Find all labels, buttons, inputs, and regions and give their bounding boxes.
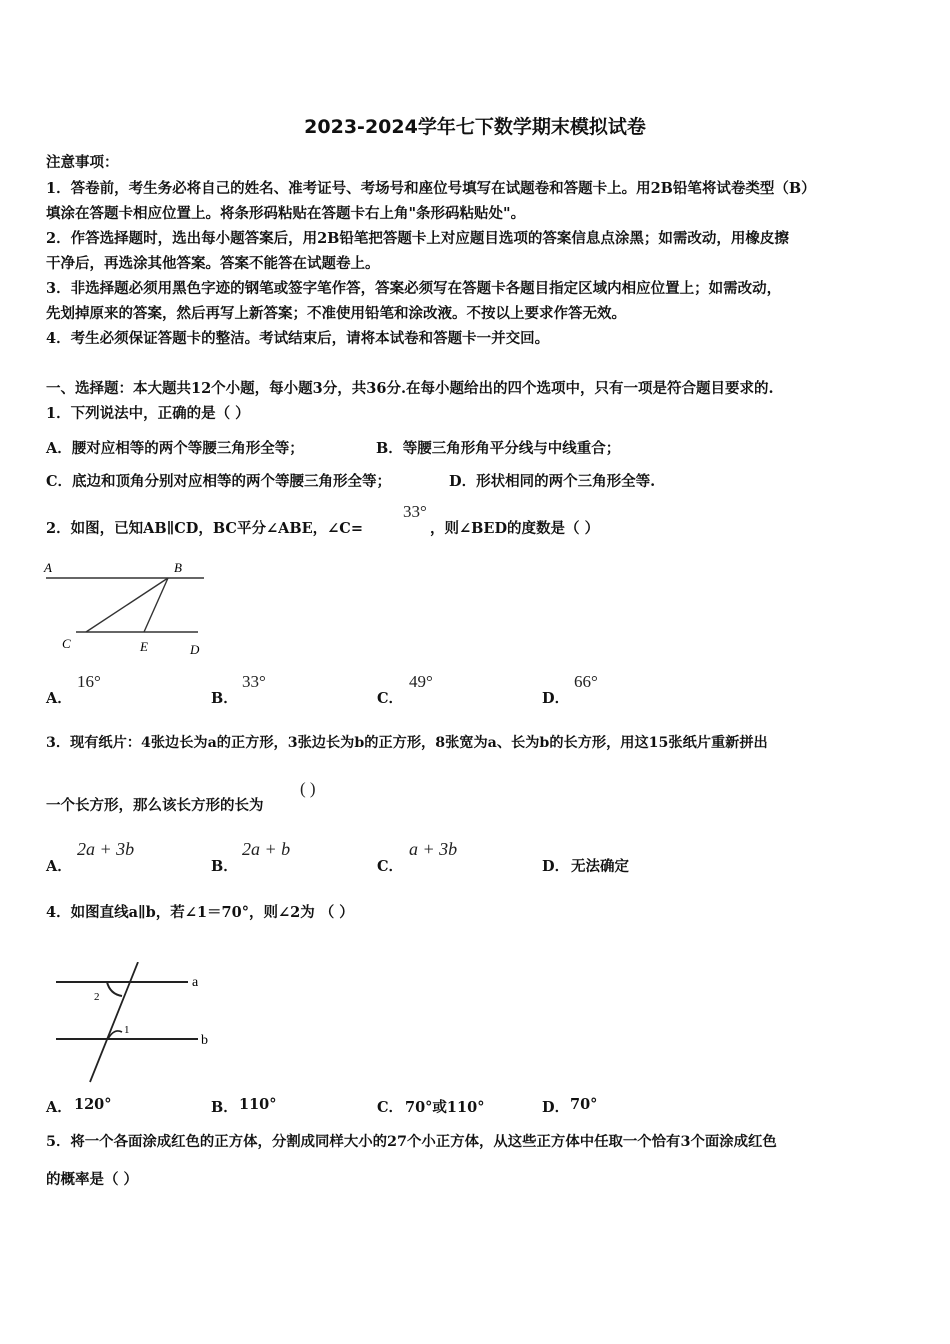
notice-line: 1．答卷前，考生务必将自己的姓名、准考证号、考场号和座位号填写在试题卷和答题卡上。用2B铅笔将试卷类型（B）: [46, 180, 816, 197]
exam-title: 2023-2024学年七下数学期末模拟试卷: [304, 116, 646, 138]
label-line-b: b: [201, 1033, 208, 1048]
label-angle-2: 2: [94, 991, 100, 1003]
question-2-option-b-label: B．: [211, 690, 238, 707]
question-2-angle-value: 33°: [403, 502, 427, 521]
question-2-option-c-label: C．: [377, 690, 404, 707]
notice-line: 先划掉原来的答案，然后再写上新答案；不准使用铅笔和涂改液。不按以上要求作答无效。: [46, 305, 626, 322]
question-3-stem-line1: 3．现有纸片：4张边长为a的正方形，3张边长为b的正方形，8张宽为a、长为b的长方形，用这15张纸片重新拼出: [46, 735, 768, 751]
question-4-option-a-value: 120°: [74, 1096, 112, 1113]
question-4-option-c-label: C．: [377, 1099, 404, 1116]
question-2-option-b-value: 33°: [242, 672, 266, 691]
label-angle-1: 1: [124, 1024, 130, 1036]
question-4-option-d-label: D．: [542, 1099, 570, 1116]
angle-2-arc: [107, 982, 122, 996]
notice-line: 3．非选择题必须用黑色字迹的钢笔或签字笔作答，答案必须写在答题卡各题目指定区域内相应位置上；如需改动，: [46, 280, 782, 297]
question-1-option-c: C．底边和顶角分别对应相等的两个等腰三角形全等；: [46, 473, 392, 490]
notice-line: 2．作答选择题时，选出每小题答案后，用2B铅笔把答题卡上对应题目选项的答案信息点涂黑；如需改动，用橡皮擦: [46, 230, 789, 247]
notice-line: 4．考生必须保证答题卡的整洁。考试结束后，请将本试卷和答题卡一并交回。: [46, 330, 550, 347]
label-b: B: [174, 560, 182, 575]
question-3-stem-line2: 一个长方形，那么该长方形的长为: [46, 797, 264, 814]
label-d: D: [190, 642, 200, 657]
question-3-option-a-label: A．: [46, 858, 72, 875]
question-3-option-b-value: 2a + b: [242, 839, 291, 859]
question-1-option-d: D．形状相同的两个三角形全等.: [449, 473, 656, 490]
question-5-stem-line2: 的概率是（ ）: [46, 1171, 139, 1188]
question-2-option-a-label: A．: [46, 690, 72, 707]
question-2-stem-part2: ，则∠BED的度数是（ ）: [430, 520, 600, 537]
label-line-a: a: [192, 975, 199, 990]
label-a: A: [44, 560, 52, 575]
notice-line: 填涂在答题卡相应位置上。将条形码粘贴在答题卡右上角"条形码粘贴处"。: [46, 205, 526, 222]
question-4-figure: [50, 962, 220, 1088]
transversal: [90, 962, 138, 1082]
question-3-option-a-value: 2a + 3b: [77, 839, 135, 859]
question-3-option-c-value: a + 3b: [409, 839, 458, 859]
question-2-option-a-value: 16°: [77, 672, 101, 691]
notice-line: 干净后，再选涂其他答案。答案不能答在试题卷上。: [46, 255, 380, 272]
question-2-option-c-value: 49°: [409, 672, 433, 691]
question-3-option-c-label: C．: [377, 858, 404, 875]
question-1-option-b: B．等腰三角形角平分线与中线重合；: [376, 440, 621, 457]
question-2-stem-part1: 2．如图，已知AB∥CD，BC平分∠ABE，∠C=: [46, 520, 363, 537]
question-2-option-d-label: D．: [542, 690, 570, 707]
question-3-option-b-label: B．: [211, 858, 238, 875]
question-5-stem-line1: 5．将一个各面涂成红色的正方体，分割成同样大小的27个小正方体，从这些正方体中任取一个恰有3个面涂成红色: [46, 1133, 777, 1150]
label-e: E: [140, 639, 148, 654]
question-3-option-d-label: D．: [542, 858, 570, 875]
question-3-answer-paren: ( ): [300, 779, 316, 798]
question-2-option-d-value: 66°: [574, 672, 598, 691]
question-4-option-b-value: 110°: [239, 1096, 277, 1113]
question-1-option-a: A．腰对应相等的两个等腰三角形全等；: [46, 440, 304, 457]
question-4-stem: 4．如图直线a∥b，若∠1＝70°，则∠2为 （ ）: [46, 904, 354, 921]
question-4-option-a-label: A．: [46, 1099, 72, 1116]
question-1-stem: 1．下列说法中，正确的是（ ）: [46, 405, 250, 422]
notice-heading: 注意事项：: [46, 154, 119, 171]
question-3-option-d-value: 无法确定: [571, 858, 629, 875]
question-4-option-b-label: B．: [211, 1099, 238, 1116]
question-4-option-c-value: 70°或110°: [405, 1099, 485, 1116]
question-2-figure: [40, 556, 220, 660]
question-4-option-d-value: 70°: [570, 1096, 598, 1113]
section-heading: 一、选择题：本大题共12个小题，每小题3分，共36分.在每小题给出的四个选项中，只有一项是符合题目要求的.: [46, 380, 774, 397]
label-c: C: [62, 636, 71, 651]
